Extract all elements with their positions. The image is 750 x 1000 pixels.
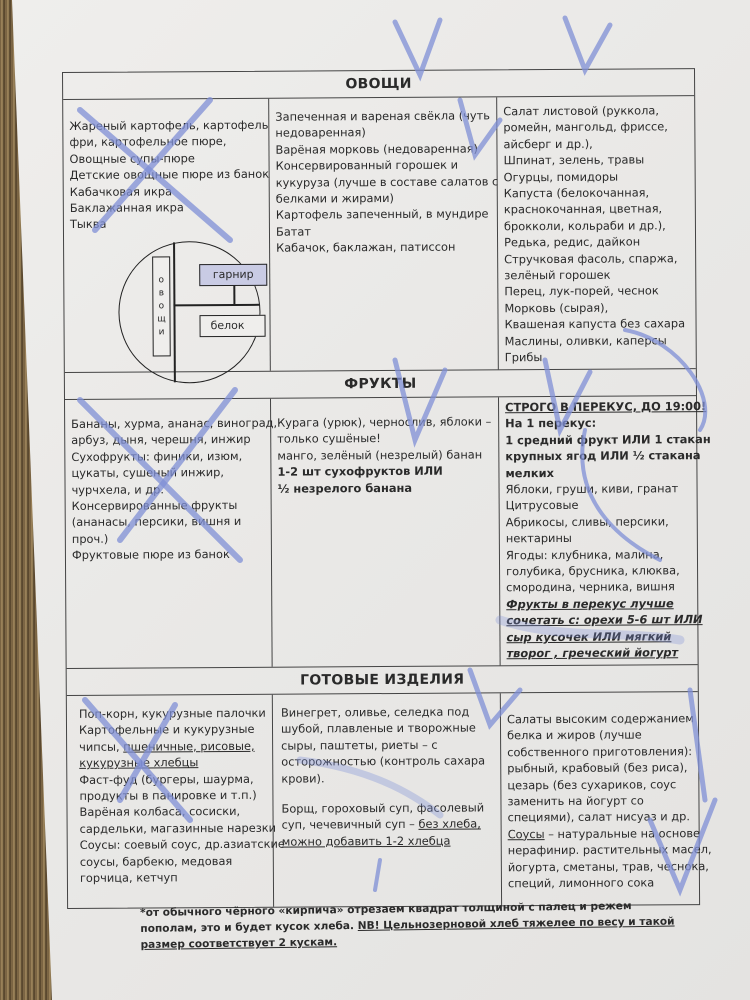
underlined-text: Соусы bbox=[507, 826, 545, 842]
fruits-col-allowed bbox=[499, 396, 711, 665]
list-item: смородина, черника, вишня bbox=[506, 579, 675, 595]
strict-snack-heading: СТРОГО В ПЕРЕКУС, ДО 19:00! bbox=[505, 399, 707, 415]
list-item: Абрикосы, сливы, персики, bbox=[505, 514, 669, 530]
list-item: арбуз, дыня, черешня, инжир bbox=[71, 432, 251, 448]
list-item: кукуруза (лучше в составе салатов с bbox=[275, 173, 499, 190]
list-item: горчица, кетчуп bbox=[79, 870, 178, 885]
list-item: Овощные супы-пюре bbox=[69, 151, 195, 166]
list-item: Яблоки, груши, киви, гранат bbox=[505, 481, 679, 497]
food-table bbox=[62, 68, 712, 909]
vegetables-row bbox=[63, 96, 696, 373]
list-item: Бананы, хурма, ананас, виноград, bbox=[71, 415, 278, 431]
list-item: Кабачковая икра bbox=[69, 183, 173, 199]
vegetables-col-allowed bbox=[497, 96, 696, 369]
list-item: ромейн, мангольд, фриссе, bbox=[503, 119, 668, 135]
list-item: айсберг и др.), bbox=[503, 136, 593, 152]
ready-made-col-allowed bbox=[501, 692, 712, 905]
list-item: Сухофрукты: финики, изюм, bbox=[71, 448, 243, 464]
list-item: Салаты высоким содержанием bbox=[506, 711, 694, 727]
plate-label-vegetables bbox=[152, 256, 171, 356]
list-item: Консервированные фрукты bbox=[71, 497, 238, 513]
list-item: Запеченная и вареная свёкла (чуть bbox=[275, 108, 491, 124]
plate-label-protein: белок bbox=[199, 315, 265, 337]
list-item: Борщ, гороховый суп, фасолевый bbox=[281, 800, 485, 816]
list-item: чурчхела, и др. bbox=[71, 482, 165, 497]
list-item: Маслины, оливки, каперсы bbox=[504, 332, 667, 348]
letter: о bbox=[158, 274, 165, 285]
underlined-text: без хлеба, bbox=[418, 816, 481, 832]
text: суп, чечевичный суп – bbox=[281, 817, 419, 833]
list-item: Шпинат, зелень, травы bbox=[503, 152, 645, 168]
section-title-ready-made: ГОТОВЫЕ ИЗДЕЛИЯ bbox=[67, 665, 698, 696]
list-item: нерафинир. растительных масел, bbox=[507, 842, 712, 858]
list-item: Кабачок, баклажан, патиссон bbox=[276, 239, 456, 255]
list-item: Огурцы, помидоры bbox=[503, 169, 619, 184]
list-item: собственного приготовления): bbox=[507, 743, 693, 760]
combination-tip: сыр кусочек ИЛИ мягкий bbox=[506, 628, 672, 644]
list-item: цукаты, сушеный инжир, bbox=[71, 465, 224, 481]
list-item: шубой, плавленые и творожные bbox=[280, 720, 476, 737]
list-item: фри, картофельное пюре, bbox=[69, 134, 227, 150]
list-item: Батат bbox=[275, 224, 312, 239]
list-item: осторожностью (контроль сахара bbox=[281, 753, 486, 769]
list-item: сардельки, магазинные нарезки bbox=[79, 820, 277, 836]
portion-note: крупных ягод ИЛИ ½ стакана bbox=[505, 448, 701, 464]
text: – натуральные на основе bbox=[544, 825, 701, 841]
list-item: белка и жиров (лучше bbox=[507, 727, 642, 743]
list-item: (ананасы, персики, вишня и bbox=[71, 514, 242, 530]
underlined-text: можно добавить 1-2 хлебца bbox=[281, 833, 451, 849]
list-item: брокколи, кольраби и др.), bbox=[503, 218, 666, 234]
list-item: крови). bbox=[281, 771, 325, 786]
combination-tip: Фрукты в перекус лучше bbox=[506, 596, 674, 612]
list-item: Капуста (белокочанная, bbox=[503, 185, 650, 201]
letter: в bbox=[158, 287, 165, 298]
portion-note: 1 средний фрукт ИЛИ 1 стакан bbox=[505, 431, 711, 448]
list-item: недоваренная) bbox=[275, 125, 366, 141]
list-item: Перец, лук-порей, чеснок bbox=[504, 283, 659, 299]
plate-connector bbox=[233, 285, 235, 305]
list-item bbox=[282, 816, 495, 834]
list-item: нектарины bbox=[505, 531, 572, 546]
portion-note: 1-2 шт сухофруктов ИЛИ bbox=[277, 463, 443, 479]
list-item: Грибы bbox=[504, 350, 543, 365]
vegetables-col-forbidden bbox=[63, 99, 271, 372]
list-item: голубика, брусника, клюква, bbox=[506, 563, 680, 579]
section-title-fruits: ФРУКТЫ bbox=[65, 369, 696, 400]
list-item: Консервированный горошек и bbox=[275, 157, 459, 173]
plate-label-garnish: гарнир bbox=[199, 264, 267, 286]
list-item: йогурта, сметаны, трав, чеснока, bbox=[507, 858, 709, 874]
underlined-text: пшеничные, рисовые, bbox=[123, 738, 255, 754]
list-item: Жареный картофель, картофель bbox=[69, 117, 269, 133]
bread-footnote bbox=[140, 897, 686, 953]
combination-tip: сочетать с: орехи 5-6 шт ИЛИ bbox=[506, 612, 703, 628]
section-title-vegetables: ОВОЩИ bbox=[63, 69, 694, 100]
list-item: Фруктовые пюре из банок bbox=[71, 547, 230, 563]
fruits-col-limited bbox=[271, 397, 501, 666]
text: чипсы, bbox=[79, 739, 124, 754]
list-item: Тыква bbox=[69, 217, 107, 232]
plate-diagram bbox=[118, 241, 261, 384]
list-item: Квашеная капуста без сахара bbox=[504, 316, 686, 332]
list-item: Поп-корн, кукурузные палочки bbox=[78, 705, 266, 721]
letter: щ bbox=[157, 313, 166, 324]
list-item: Морковь (сырая), bbox=[504, 300, 609, 316]
list-item: зелёный горошек bbox=[504, 267, 611, 283]
list-item: Редька, редис, дайкон bbox=[504, 234, 641, 250]
list-item: Варёная колбаса, сосиски, bbox=[79, 804, 241, 820]
list-item bbox=[507, 825, 701, 843]
list-item: сыры, паштеты, риеты – с bbox=[281, 737, 438, 753]
list-item: продукты в панировке и т.п.) bbox=[79, 787, 257, 803]
list-item: Варёная морковь (недоваренная) bbox=[275, 141, 478, 157]
ready-made-col-limited bbox=[273, 693, 502, 906]
list-item: только сушёные! bbox=[277, 431, 381, 447]
list-item: Картофель запеченный, в мундире bbox=[275, 206, 489, 223]
list-item: Баклажанная икра bbox=[69, 200, 184, 215]
list-item: цезарь (без сухариков, соус bbox=[507, 776, 677, 792]
portion-note: На 1 перекус: bbox=[505, 416, 597, 431]
fruits-row bbox=[65, 396, 711, 669]
letter: и bbox=[158, 326, 165, 337]
underlined-text: кукурузные хлебцы bbox=[79, 755, 199, 771]
ready-made-row bbox=[67, 692, 712, 908]
list-item: соусы, барбекю, медовая bbox=[79, 853, 233, 869]
list-item: специй, лимонного сока bbox=[507, 875, 655, 891]
fruits-col-forbidden bbox=[65, 399, 278, 668]
list-item: Ягоды: клубника, малина, bbox=[505, 546, 664, 562]
list-item: заменить на йогурт со bbox=[507, 793, 644, 809]
list-item: Винегрет, оливье, селедка под bbox=[280, 704, 470, 720]
list-item: Картофельные и кукурузные bbox=[78, 722, 255, 738]
list-item: манго, зелёный (незрелый) банан bbox=[277, 447, 483, 463]
list-item: специями), салат нисуаз и др. bbox=[507, 809, 691, 825]
list-item: Курага (урюк), чернослив, яблоки – bbox=[277, 414, 492, 430]
list-item: Цитрусовые bbox=[505, 498, 579, 513]
portion-note: мелких bbox=[505, 465, 554, 480]
list-item bbox=[79, 738, 266, 756]
list-item: Фаст-фуд (бургеры, шаурма, bbox=[79, 771, 254, 787]
plate-divider-vertical bbox=[173, 242, 175, 382]
ready-made-col-forbidden bbox=[67, 695, 285, 908]
footnote-nb: NB! Цельнозерновой хлеб тяжелее по весу и такой размер соответствует 2 кускам. bbox=[140, 915, 675, 951]
vegetables-col-limited bbox=[269, 97, 499, 370]
list-item: Салат листовой (руккола, bbox=[503, 103, 660, 119]
list-item: Детские овощные пюре из банок bbox=[69, 166, 270, 183]
letter: о bbox=[158, 300, 165, 311]
list-item: проч.) bbox=[71, 531, 109, 546]
list-item: Стручковая фасоль, спаржа, bbox=[504, 250, 678, 266]
footnote-text: *от обычного чёрного «кирпича» отрезаем квадрат толщиной с палец и режем пополам, это и будет кусок хлеба. bbox=[140, 900, 632, 935]
list-item: рыбный, крабовый (без риса), bbox=[507, 760, 688, 776]
portion-note: ½ незрелого банана bbox=[277, 480, 413, 496]
combination-tip: творог , греческий йогурт bbox=[506, 645, 679, 661]
list-item: краснокочанная, цветная, bbox=[503, 201, 663, 217]
plate-divider-horizontal bbox=[173, 304, 259, 306]
list-item: Соусы: соевый соус, др.азиатские bbox=[79, 836, 285, 853]
list-item: белками и жирами) bbox=[275, 191, 394, 206]
